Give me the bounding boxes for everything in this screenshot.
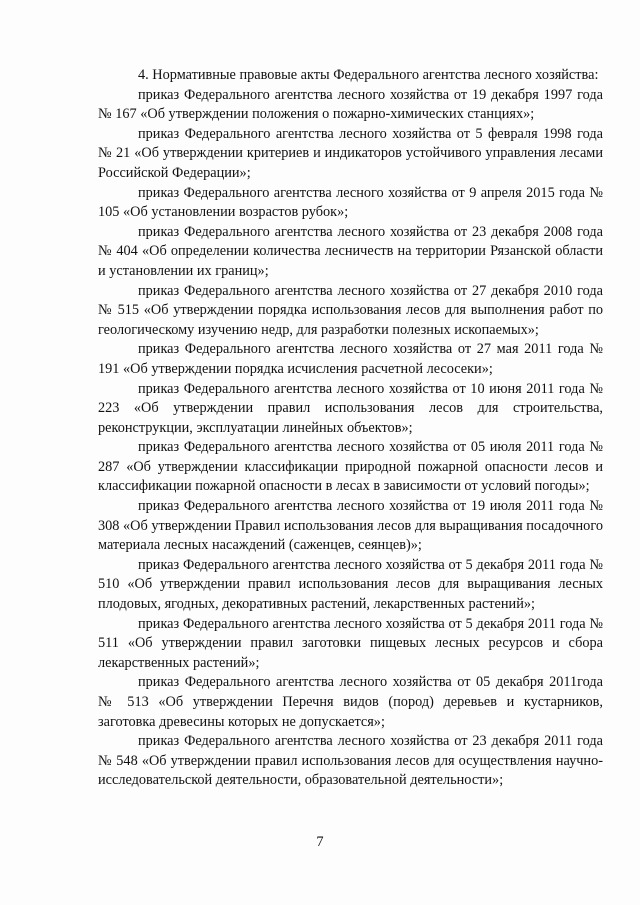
- order-item-3: приказ Федерального агентства лесного хозяйства от 9 апреля 2015 года № 105 «Об установлении возрастов рубок»;: [98, 184, 603, 221]
- order-item-13: приказ Федерального агентства лесного хозяйства от 23 декабря 2011 года № 548 «Об утверждении правил использования лесов для осуществления научно-исследовательской деятельности, образовательной деятельности»;: [98, 733, 603, 789]
- order-item-2: приказ Федерального агентства лесного хозяйства от 5 февраля 1998 года № 21 «Об утверждении критериев и индикаторов устойчивого управления лесами Российской Федерации»;: [98, 125, 603, 181]
- order-item-8: приказ Федерального агентства лесного хозяйства от 05 июля 2011 года № 287 «Об утверждении классификации природной пожарной опасности лесов и классификации пожарной опасности в лесах в зависимости от условий погоды»;: [98, 439, 603, 495]
- order-item-5: приказ Федерального агентства лесного хозяйства от 27 декабря 2010 года № 515 «Об утверждении порядка использования лесов для выполнения работ по геологическому изучению недр, для разработки полезных ископаемых»;: [98, 282, 603, 338]
- order-item-9: приказ Федерального агентства лесного хозяйства от 19 июля 2011 года № 308 «Об утверждении Правил использования лесов для выращивания посадочного материала лесных насаждений (саженцев, сеянцев)»;: [98, 498, 603, 554]
- order-item-10: приказ Федерального агентства лесного хозяйства от 5 декабря 2011 года № 510 «Об утверждении правил использования лесов для выращивания лесных плодовых, ягодных, декоративных растений, лекарственных растений»;: [98, 556, 603, 613]
- order-item-12: приказ Федерального агентства лесного хозяйства от 05 декабря 2011года № 513 «Об утверждении Перечня видов (пород) деревьев и кустарников, заготовка древесины которых не допускается»;: [98, 674, 603, 730]
- section-heading: 4. Нормативные правовые акты Федерального агентства лесного хозяйства:: [138, 67, 599, 83]
- order-item-4: приказ Федерального агентства лесного хозяйства от 23 декабря 2008 года № 404 «Об определении количества лесничеств на территории Рязанской области и установлении их границ»;: [98, 223, 603, 279]
- order-item-7: приказ Федерального агентства лесного хозяйства от 10 июня 2011 года № 223 «Об утверждении правил использования лесов для строительства, реконструкции, эксплуатации линейных объектов»;: [98, 380, 603, 436]
- document-body: [98, 66, 603, 791]
- order-item-6: приказ Федерального агентства лесного хозяйства от 27 мая 2011 года № 191 «Об утверждении порядка исчисления расчетной лесосеки»;: [98, 341, 603, 377]
- order-item-11: приказ Федерального агентства лесного хозяйства от 5 декабря 2011 года № 511 «Об утверждении правил заготовки пищевых лесных ресурсов и сбора лекарственных растений»;: [98, 615, 603, 671]
- page-number: 7: [316, 834, 324, 850]
- order-item-1: приказ Федерального агентства лесного хозяйства от 19 декабря 1997 года № 167 «Об утверждении положения о пожарно-химических станциях»;: [98, 86, 603, 123]
